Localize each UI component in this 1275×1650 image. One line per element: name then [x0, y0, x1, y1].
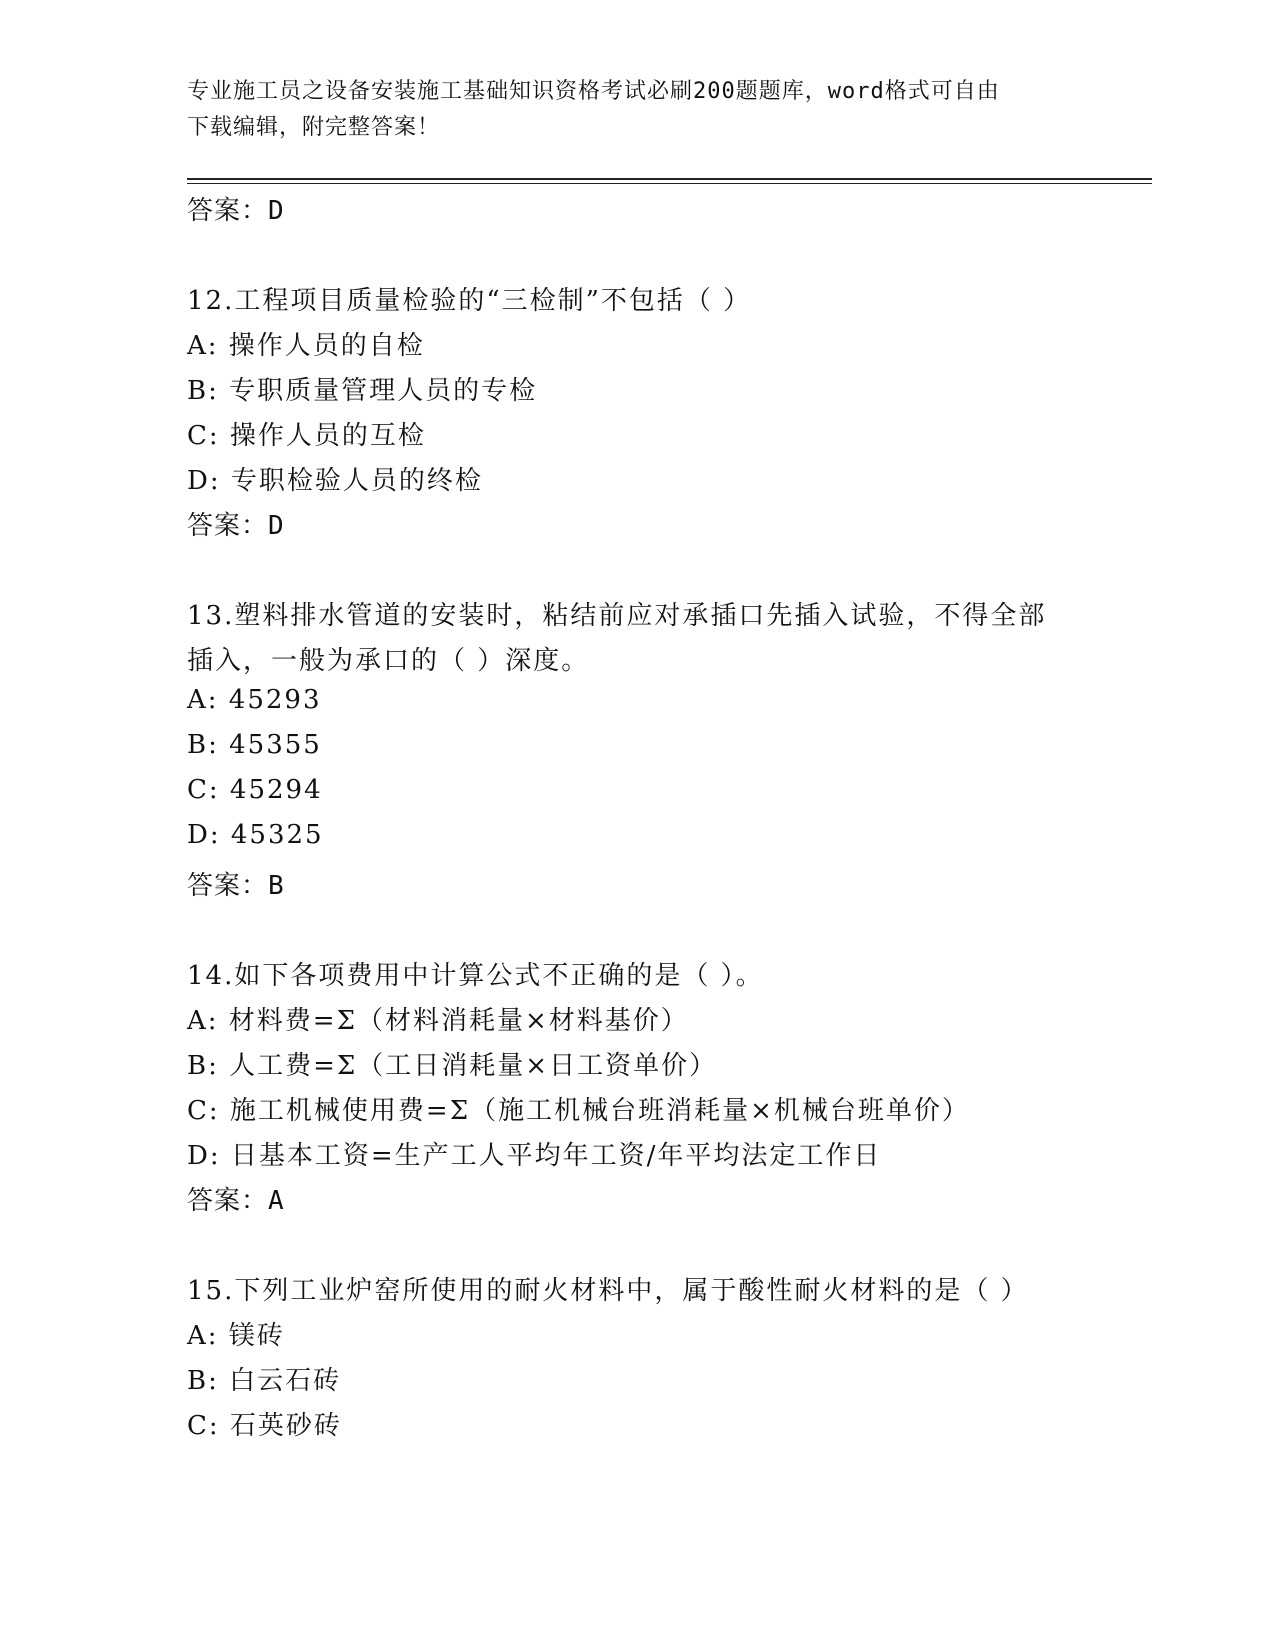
question-12-answer: 答案：D	[187, 511, 285, 541]
question-13-stem-line-2: 插入，一般为承口的（ ）深度。	[187, 646, 590, 676]
question-13-stem-line-1: 13.塑料排水管道的安装时，粘结前应对承插口先插入试验，不得全部	[187, 601, 1047, 631]
header-divider-thin	[187, 183, 1152, 184]
question-14-option-d: D: 日基本工资=生产工人平均年工资/年平均法定工作日	[187, 1141, 882, 1171]
header-line-2: 下载编辑，附完整答案！	[187, 115, 441, 140]
question-14-option-a: A: 材料费=Σ（材料消耗量×材料基价）	[187, 1006, 689, 1036]
question-15-option-a: A: 镁砖	[187, 1321, 285, 1351]
question-13-option-b: B: 45355	[187, 730, 322, 760]
header-line-1: 专业施工员之设备安装施工基础知识资格考试必刷200题题库，word格式可自由	[187, 79, 1000, 104]
question-12-option-c: C: 操作人员的互检	[187, 421, 426, 451]
document-header	[187, 74, 1087, 146]
question-14-stem: 14.如下各项费用中计算公式不正确的是（ ）。	[187, 961, 764, 991]
question-13-answer: 答案：B	[187, 871, 285, 901]
question-12-stem: 12.工程项目质量检验的“三检制”不包括（ ）	[187, 286, 752, 316]
question-13-option-d: D: 45325	[187, 820, 324, 850]
question-12-option-b: B: 专职质量管理人员的专检	[187, 376, 538, 406]
header-divider	[187, 178, 1152, 180]
question-14-option-b: B: 人工费=Σ（工日消耗量×日工资单价）	[187, 1051, 718, 1081]
question-12-option-d: D: 专职检验人员的终检	[187, 466, 483, 496]
question-13-option-a: A: 45293	[187, 685, 322, 715]
answer-previous: 答案：D	[187, 196, 285, 226]
question-12-option-a: A: 操作人员的自检	[187, 331, 425, 361]
question-14-answer: 答案：A	[187, 1186, 285, 1216]
question-13-option-c: C: 45294	[187, 775, 323, 805]
question-14-option-c: C: 施工机械使用费=Σ（施工机械台班消耗量×机械台班单价）	[187, 1096, 970, 1126]
question-15-option-b: B: 白云石砖	[187, 1366, 342, 1396]
question-15-stem: 15.下列工业炉窑所使用的耐火材料中，属于酸性耐火材料的是（ ）	[187, 1276, 1029, 1306]
question-15-option-c: C: 石英砂砖	[187, 1411, 342, 1441]
